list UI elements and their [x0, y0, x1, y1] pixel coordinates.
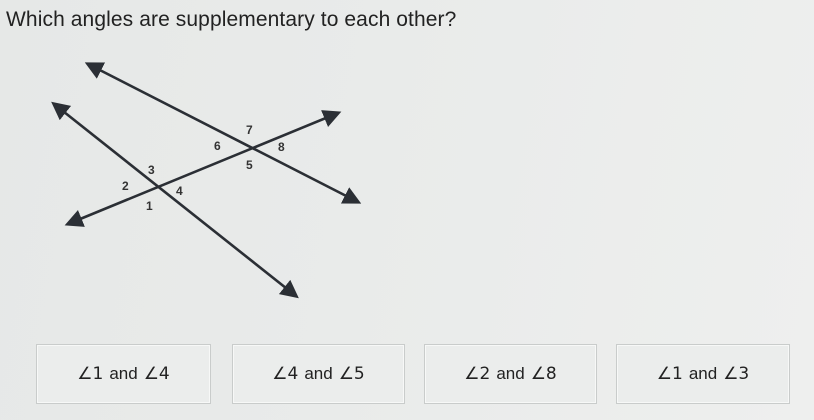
choice-2-joiner: and	[304, 364, 333, 383]
angle-label-1: 1	[146, 199, 153, 213]
parallel-line-lower	[68, 113, 338, 224]
choice-2-first-angle: ∠4	[272, 364, 299, 384]
choice-1-second-angle: ∠4	[143, 364, 170, 384]
transversal-line-lower	[54, 104, 296, 296]
angle-label-2: 2	[122, 179, 129, 193]
answer-choice-4[interactable]	[616, 344, 790, 404]
choice-4-second-angle: ∠3	[723, 364, 750, 384]
choice-4-first-angle: ∠1	[656, 364, 683, 384]
choice-4-joiner: and	[688, 364, 718, 383]
angle-label-3: 3	[148, 163, 155, 177]
choice-3-joiner: and	[496, 364, 525, 383]
choice-1-first-angle: ∠1	[77, 364, 104, 384]
angle-label-4: 4	[176, 184, 183, 198]
answer-choice-1[interactable]	[36, 344, 211, 404]
choice-1-joiner: and	[109, 364, 138, 383]
choice-3-first-angle: ∠2	[464, 364, 491, 384]
angle-label-6: 6	[214, 139, 221, 153]
angle-label-8: 8	[278, 140, 285, 154]
angle-label-7: 7	[246, 123, 253, 137]
question-text: Which angles are supplementary to each other?	[6, 8, 457, 31]
choice-2-second-angle: ∠5	[338, 364, 365, 384]
choice-3-second-angle: ∠8	[530, 364, 557, 384]
angle-label-5: 5	[246, 158, 253, 172]
answer-choice-3[interactable]	[424, 344, 597, 404]
answer-choice-2[interactable]	[232, 344, 405, 404]
angle-figure	[0, 40, 420, 320]
answer-choices	[0, 340, 814, 410]
transversal-diagram	[0, 40, 420, 320]
